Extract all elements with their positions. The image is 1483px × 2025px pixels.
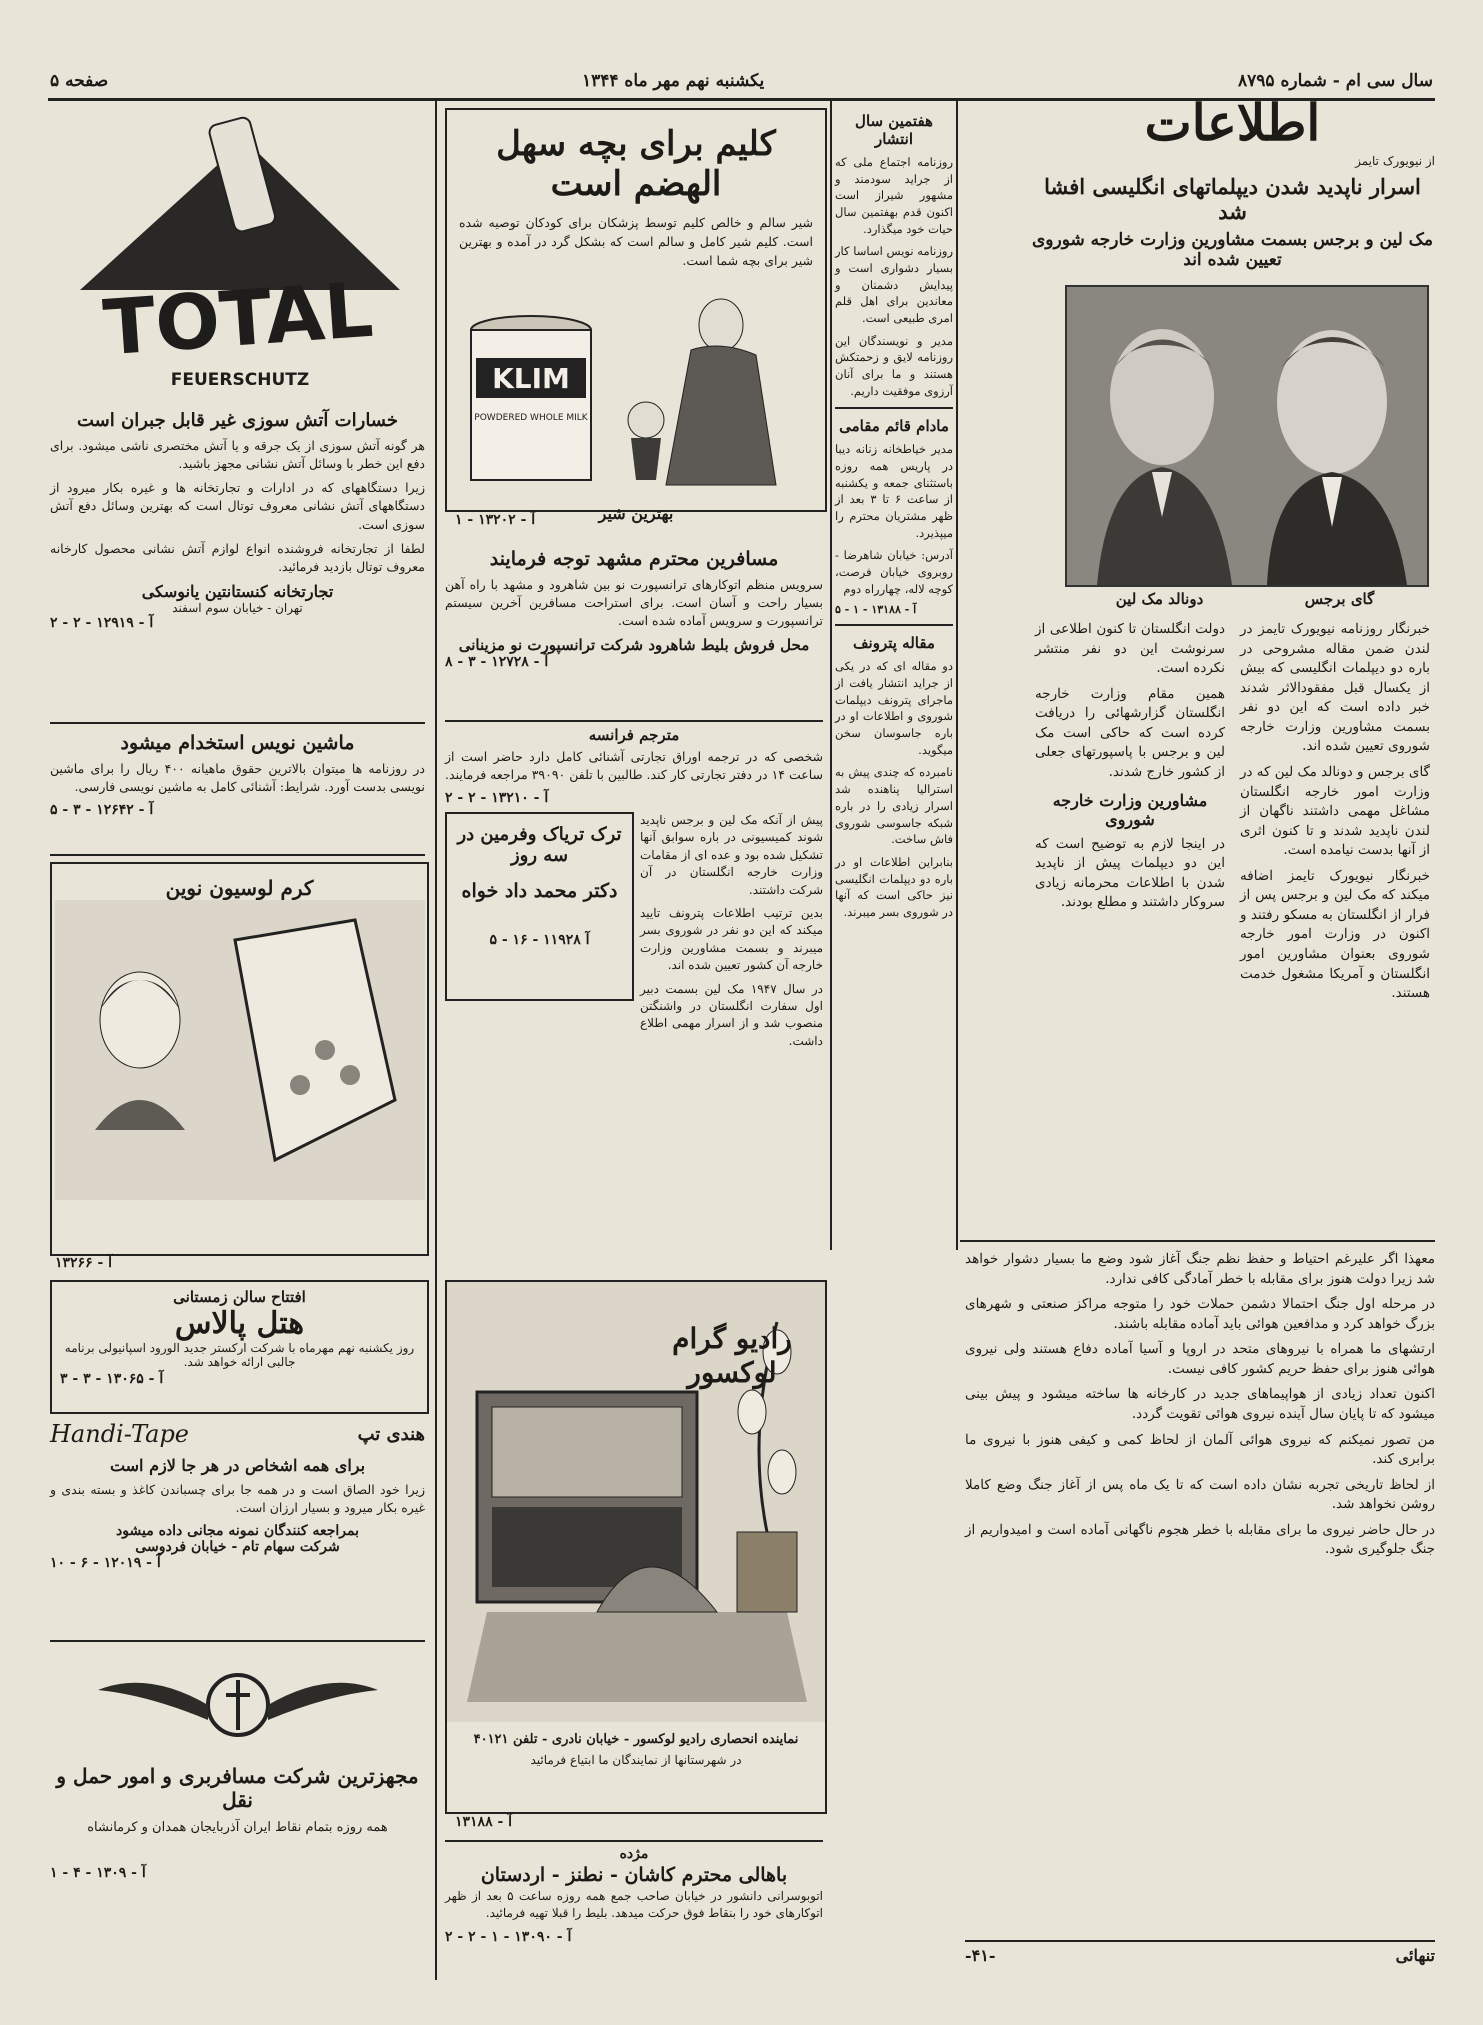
article-paragraph: معهذا اگر علیرغم احتیاط و حفظ نظم جنگ آغاز شود وضع ما بسیار دشوار خواهد شد زیرا دولت هنوز برای مقابله با خطر آمادگی کافی ندارد. [965,1251,1435,1287]
article-paragraph: از لحاظ تاریخی تجربه نشان داده است که تا یک ماه پس از آغاز جنگ وضع کاملا روشن نخواهد شد. [965,1476,1435,1513]
total-paragraph: زیرا دستگاههای که در ادارات و تجارتخانه ها و غیره بکار میرود از دستگاههای آتش نشانی معروف توتال است که بهترین وسائل دفع آتش سوزی است. [50,480,425,532]
photo-captions [1065,590,1425,614]
kashan-title: باهالی محترم کاشان - نطنز - اردستان [480,1864,788,1886]
article-paragraph: خبرنگار روزنامه نیویورک تایمز در لندن ضمن مقاله مشروحی در باره دو دیپلمات انگلیسی که بیش از یکسال قبل مفقودالاثر شدند خبر داده است که این دو نفر بسمت مشاورین وزارت خارجه شوروی تعیین شده اند. [1240,621,1430,755]
winged-emblem-icon [88,1650,388,1760]
story-paragraph: پیش از آنکه مک لین و برجس ناپدید شوند کمیسیونی در باره سوابق آنها تشکیل شده بود و عده ای از مقامات وزارت خارجه انگلستان در آن شرکت داشتند. [640,813,823,897]
ad-reference: آ ۱۱۹۲۸ - ۱۶ - ۵ [489,932,590,948]
column-rule [435,100,437,1980]
article-col-1 [1240,620,1430,1235]
mashhad-address: محل فروش بلیط شاهرود شرکت ترانسپورت نو مزینانی [458,636,810,655]
article-col-2 [1035,620,1225,1235]
separator [835,624,953,626]
radio-caption: نماینده انحصاری رادیو لوکسور - خیابان نادری - تلفن ۴۰۱۲۱ [473,1732,799,1747]
travel-title: مجهزترین شرکت مسافربری و امور حمل و نقل [56,1764,419,1812]
article-footer [965,1940,1435,1976]
caption-maclean: دونالد مک لین [1115,590,1204,608]
mashhad-notice [445,540,823,715]
ad-reference: آ - ۱۳۰۶۵ - ۳ - ۳ [60,1371,164,1387]
hotel-ad [50,1280,429,1414]
item-paragraph: نامبرده که چندی پیش به استرالیا پناهنده شد اسرار زیادی را در باره شبکه جاسوسی شوروی فاش ساخت. [835,765,953,847]
kashan-notice [445,1840,823,1982]
kashan-text: اتوبوسرانی دانشور در خیابان صاحب جمع همه روزه ساعت ۵ بعد از ظهر اتوکارهای خود را بنقاط فوق حرکت میدهد. بلیط را قبلا تهیه فرمائید. [445,1889,824,1921]
tape-title-en: Handi-Tape [50,1420,190,1448]
article-paragraph: گای برجس و دونالد مک لین که در وزارت امور خارجه انگلستان مشاغل مهمی داشتند ناگهان از لندن ناپدید شدند و تا کنون اثری از آنها بدست نیامده است. [1239,763,1430,859]
klim-illustration [456,280,816,500]
radio-ad [445,1280,827,1814]
translator-title: مترجم فرانسه [588,726,680,744]
cream-title: کرم لوسیون نوین [165,876,314,900]
article-subhead: مشاورین وزارت خارجه شوروی [1052,790,1208,829]
article-subheadline: مک لین و برجس بسمت مشاورین وزارت خارجه شوروی تعیین شده اند [1031,230,1433,270]
item-paragraph: دو مقاله ای که در یکی از جراید انتشار یافت از ماجرای پترونف دیپلمات شوروی و اطلاعات او در باره جاسوسان سخن میگوید. [835,659,953,757]
tape-ad [50,1420,425,1630]
tape-note: بمراجعه کنندگان نمونه مجانی داده میشود [116,1523,359,1540]
footer-title: تنهائی [1395,1946,1435,1965]
story-paragraph: در سال ۱۹۴۷ مک لین بسمت دبیر اول سفارت انگلستان در واشنگتن منصوب شد و از اسرار مهمی اطلاع داشت. [640,981,823,1048]
column-rule [830,100,832,1250]
item-paragraph: بنابراین اطلاعات او در باره دو دیپلمات انگلیسی نیز حاکی است که آنها در شوروی بسر میبرند. [835,854,953,919]
portraits-photo [1065,285,1429,587]
total-title: خسارات آتش سوزی غیر قابل جبران است [76,410,398,431]
item-paragraph: مدیر و نویسندگان این روزنامه لایق و زحمتکش هستند و ما برای آنان آرزوی موفقیت داریم. [835,333,953,398]
doctor-title: ترک تریاک وفرمین در سه روز [457,824,622,866]
main-article-head [1030,150,1435,300]
middle-column [835,104,953,1244]
header-page-number: صفحه ۵ [50,71,109,91]
section-rule [960,1240,1435,1242]
hotel-text: روز یکشنبه نهم مهرماه با شرکت ارکستر جدید الورود اسپانیولی برنامه جالبی ارائه خواهد شد. [64,1341,415,1369]
typist-text: در روزنامه ها میتوان بالاترین حقوق ماهیانه ۴۰۰ ریال را برای ماشین نویسی بدست آورد. شرایط: آشنائی کامل به ماشین نویسی فارسی. [50,761,426,795]
ad-reference: آ - ۱۳۲۶۶ [55,1255,113,1271]
klim-can-sublabel: POWDERED WHOLE MILK [474,413,588,424]
travel-ad [50,1640,425,1942]
radio-note: در شهرستانها از نمایندگان ما ابتیاع فرمائید [530,1753,742,1767]
total-ad-text [50,402,425,722]
hotel-opening: افتتاح سالن زمستانی [173,1288,306,1306]
klim-slogan: بهترین شیر [598,504,674,524]
item-title: مقاله پترونف [853,634,935,653]
ad-reference: آ - ۱۳۱۸۸ [455,1814,513,1830]
cream-illustration [55,900,425,1200]
klim-title: کلیم برای بچه سهل الهضم است [496,124,776,204]
kashan-intro: مژده [619,1846,649,1862]
header-date: یکشنبه نهم مهر ماه ۱۳۴۴ [581,71,765,91]
article-paragraph: من تصور نمیکنم که نیروی هوائی آلمان از لحاظ کمی و کیفی هنوز با نیروی ما برابری کند. [965,1431,1435,1468]
header-left: سال سی ام - شماره ۸۷۹۵ [1238,71,1433,91]
ad-reference: آ - ۱۳۰۹۰ - ۱ - ۲ - ۲ [445,1928,572,1945]
mashhad-title: مسافرین محترم مشهد توجه فرمایند [489,548,779,570]
item-title: مادام قائم مقامی [839,417,949,436]
story-paragraph: بدین ترتیب اطلاعات پترونف تایید میکند که این دو نفر در شوروی بسر میبرند و بسمت مشاورین وزارت خارجه آن کشور تعیین شده اند. [640,905,823,973]
klim-can-label: KLIM [492,362,570,396]
item-paragraph: آدرس: خیابان شاهرضا - روبروی خیابان فرصت، کوچه لاله، چهارراه دوم [835,548,953,596]
article-paragraph: اکنون تعداد زیادی از هواپیماهای جدید در کارخانه ها ساخته میشود و پیش بینی میشود که تا پایان سال آینده نیروی هوائی تقویت گردد. [965,1386,1435,1422]
wide-article [965,1250,1435,1940]
article-paragraph: دولت انگلستان تا کنون اطلاعی از سرنوشت این دو نفر منتشر نکرده است. [1035,621,1225,677]
item-paragraph: مدیر خیاطخانه زنانه دیبا در پاریس همه روزه باستثنای جمعه و یکشنبه از ساعت ۶ تا ۳ بعد از ظهر مشتریان محترم را میپذیرد. [835,442,953,540]
footer-page-mark: -۴۱- [965,1946,996,1965]
masthead [1030,93,1435,152]
total-brand: TOTAL [100,264,376,373]
item-paragraph: روزنامه اجتماع ملی که از جراید سودمند و مشهور شیراز است اکنون قدم بهفتمین سال حیات خود میگذارد. [835,155,953,236]
total-address: تهران - خیابان سوم اسفند [172,600,303,615]
hotel-name: هتل پالاس [174,1306,305,1341]
total-subbrand: FEUERSCHUTZ [170,370,310,390]
separator [835,407,953,409]
article-dateline: از نیویورک تایمز [1355,154,1435,168]
doctor-ad [445,812,634,1001]
tape-title-fa: هندی تپ [357,1423,425,1445]
tape-subtitle: برای همه اشخاص در هر جا لازم است [109,1456,366,1475]
article-paragraph: در اینجا لازم به توضیح است که این دو دیپلمات پیش از ناپدید شدن با اطلاعات محرمانه زیادی سروکار داشتند و مطلع بودند. [1035,835,1225,911]
column-rule [956,100,958,1250]
ad-reference: آ - ۱۳۲۰۲ - ۱ [455,512,536,528]
typist-notice [50,722,425,856]
article-headline: اسرار ناپدید شدن دیپلماتهای انگلیسی افشا شد [1044,174,1421,224]
total-paragraph: هر گونه آتش سوزی از یک جرقه و یا آتش مختصری ناشی میشود. برای دفع این خطر با وسائل آتش نشانی مجهز باشید. [50,438,425,472]
ad-reference: آ - ۱۳۰۹ - ۴ - ۱ [50,1865,146,1881]
item-title: هفتمین سال انتشار [855,112,933,148]
radio-brand: رادیو گرام لوکسور [672,1322,792,1389]
article-paragraph: در حال حاضر نیروی ما برای مقابله با خطر هجوم ناگهانی آماده است و امیدواریم از جنگ جلوگیری شود. [965,1521,1435,1558]
total-ad-graphic [50,110,425,400]
translator-notice [445,720,823,810]
typist-title: ماشین نویس استخدام میشود [120,732,355,754]
ad-reference: آ - ۱۲۶۴۲ - ۳ - ۵ [50,802,154,819]
caption-burgess: گای برجس [1304,590,1375,608]
travel-text: همه روزه بتمام نقاط ایران آذربایجان همدان و کرمانشاه [87,1820,388,1835]
masthead-title: اطلاعات [1144,93,1321,152]
ad-reference: آ - ۱۳۱۸۸ - ۱ - ۵ [835,603,917,617]
total-company: تجارتخانه کنستانتین یانوسکی [141,581,334,601]
translator-text: شخصی که در ترجمه اوراق تجارتی آشنائی کامل دارد حاضر است از ساعت ۱۴ در دفتر تجارتی کار کند. طالبین با تلفن ۳۹۰۹۰ مراجعه فرمایند. [445,749,823,783]
article-paragraph: خبرنگار نیویورک تایمز اضافه میکند که مک لین و برجس پس از فرار از انگلستان به مسکو رفتند و اکنون در وزارت امور خارجه شوروی بعنوان مشاورین امور انگلستان و آمریکا مشغول خدمت هستند. [1240,867,1430,1002]
article-paragraph: در مرحله اول جنگ احتمالا دشمن حملات خود را متوجه مراکز صنعتی و شهرهای بزرگ خواهد کرد و مدافعین هوائی باید آماده مقابله باشند. [965,1296,1435,1332]
item-paragraph: روزنامه نویس اساسا کار بسیار دشواری است و پیدایش دشمنان و معاندین برای اهل قلم امری طبیعی است. [835,244,953,326]
mashhad-text: سرویس منظم اتوکارهای ترانسپورت نو بین شاهرود و مشهد با راه آهن بسیار راحت و آسان است. برای استراحت مسافرین آخرین سیستم ترانسپورت و سرویس آماده شده است. [445,577,823,629]
doctor-name: دکتر محمد داد خواه [461,880,618,902]
total-logo [50,110,425,400]
total-paragraph: لطفا از تجارتخانه فروشنده انواع لوازم آتش نشانی محصول کارخانه معروف توتال بازدید فرمائید. [50,540,425,574]
klim-text: شیر سالم و خالص کلیم توسط پزشکان برای کودکان توصیه شده است. کلیم شیر کامل و سالم است که بشکل گرد در آمده و بهترین شیر برای بچه شما است. [459,215,813,268]
ad-reference: آ - ۱۲۰۱۹ - ۶ - ۱۰ [50,1555,161,1572]
portraits-illustration [1067,287,1427,585]
ad-reference: آ - ۱۲۹۱۹ - ۲ - ۲ [50,614,154,631]
article-paragraph: ارتشهای ما همراه با نیروهای متحد در اروپا و آسیا آماده دفاع هستند ولی نیروی هوائی هنوز برای حفظ حریم کشور کافی نیست. [965,1341,1435,1377]
story-column [640,812,823,1272]
tape-company: شرکت سهام تام - خیابان فردوسی [135,1539,340,1556]
article-paragraph: همین مقام وزارت خارجه انگلستان گزارشهائی را دریافت کرده است که حاکی است مک لین و برجس با پاسپورتهای جعلی از کشور خارج شدند. [1035,685,1225,780]
ad-reference: آ - ۱۳۲۱۰ - ۲ - ۲ [445,790,549,807]
cream-ad [50,862,429,1256]
tape-text: زیرا خود الصاق است و در همه جا برای چسباندن کاغذ و بسته بندی و غیره بکار میرود و بسیار ارزان است. [50,1482,425,1516]
ad-reference: آ - ۱۲۷۲۸ - ۳ - ۸ [445,654,549,671]
